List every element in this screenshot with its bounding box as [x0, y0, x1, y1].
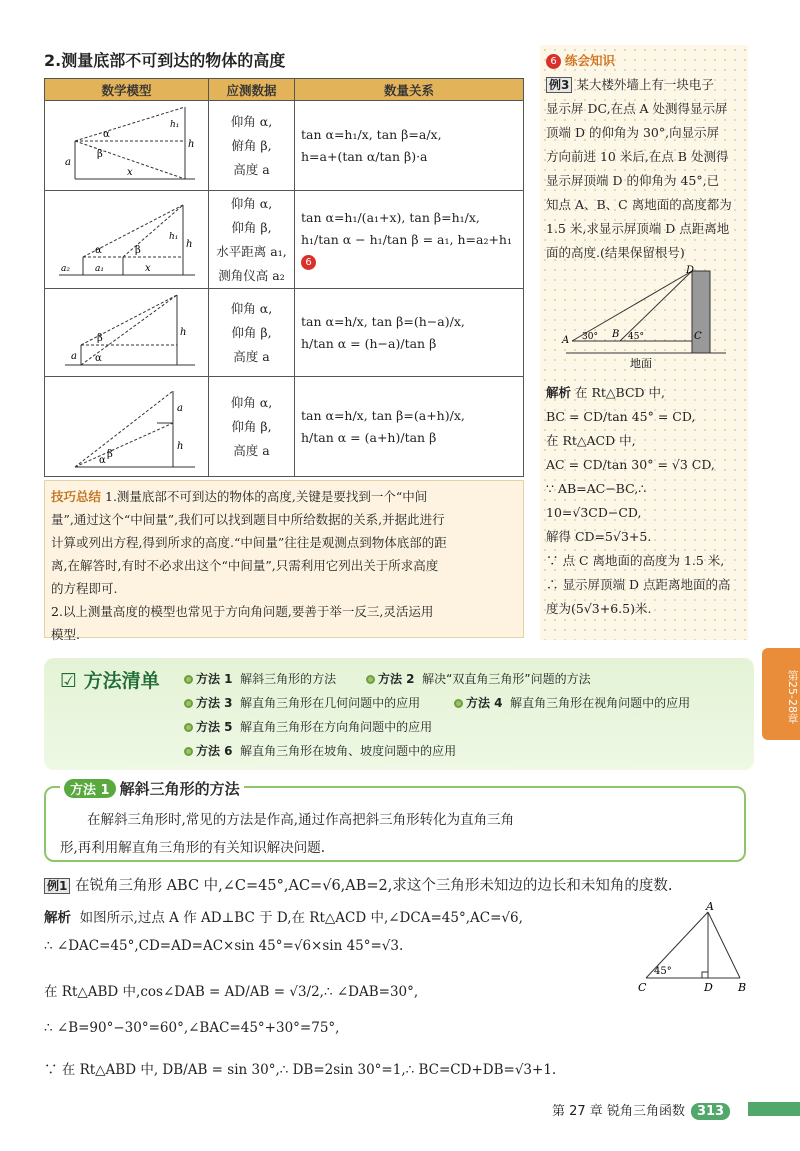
svg-text:a: a [65, 157, 71, 168]
svg-text:α: α [95, 245, 102, 256]
relation-line: tan α=h₁/(a₁+x), tan β=h₁/x, [301, 209, 480, 225]
knowledge-badge: 6 [301, 255, 316, 270]
svg-text:β: β [97, 333, 103, 344]
model-figure-2 [45, 191, 205, 285]
svg-text:h₁: h₁ [170, 120, 180, 130]
relation-line: tan α=h/x, tan β=(h−a)/x, [301, 313, 465, 329]
method1-description: 在解斜三角形时,常见的方法是作高,通过作高把斜三角形转化为直角三角 形,再利用解直角三角形的有关知识解决问题. [44, 786, 746, 862]
section-title: 2.测量底部不可到达的物体的高度 [44, 51, 286, 70]
model-figure-3 [45, 289, 205, 373]
ground-label: 地面 [630, 357, 652, 370]
svg-text:h: h [180, 327, 187, 338]
svg-text:A: A [562, 335, 570, 346]
svg-text:C: C [638, 981, 647, 994]
svg-text:a: a [177, 403, 183, 414]
svg-text:h: h [177, 441, 184, 452]
method1-heading: 方法 1 解斜三角形的方法 [60, 778, 244, 799]
method-list [44, 658, 754, 770]
svg-text:45°: 45° [654, 966, 672, 977]
relation-line: h/tan α = (h−a)/tan β [301, 335, 437, 351]
method-item[interactable]: 方法 6 解直角三角形在坡角、坡度问题中的应用 [184, 742, 456, 759]
model-figure-1 [45, 101, 205, 187]
table-row: α β a h 仰角 α, 仰角 β, 高度 a tan α=h/x, tan β=(a+h)/x, h/tan α = (a+h)/tan β [45, 377, 524, 477]
tips-summary: 技巧总结 1.测量底部不可到达的物体的高度,关键是要找到一个“中间 量”,通过这个“中间量”,我们可以找到题目中所给数据的关系,并据此进行 计算或列出方程,得到所求的高度.“中间量”往往是观测点到物体底部的距 离,在解答时,有时不必求出这个“中间量”,只需利用它列出关于所求高度 的方程即可. 2.以上测量高度的模型也常见于方向角问题,要善于举一反三,灵活运用 模型. [44, 480, 524, 638]
svg-text:β: β [97, 149, 103, 160]
building-screen-figure [546, 265, 742, 373]
footer-bar [748, 1102, 800, 1116]
svg-text:D: D [686, 265, 695, 276]
tips-label: 技巧总结 [51, 489, 102, 504]
relation-line: h=a+(tan α/tan β)·a [301, 148, 428, 164]
svg-text:30°: 30° [582, 332, 598, 342]
method-item[interactable]: 方法 5 解直角三角形在方向角问题中的应用 [184, 718, 432, 735]
svg-text:β: β [135, 245, 141, 256]
model-figure-4 [45, 377, 205, 473]
method-item[interactable]: 方法 3 解直角三角形在几何问题中的应用 [184, 694, 420, 711]
svg-text:a₁: a₁ [95, 264, 104, 274]
svg-text:D: D [704, 981, 713, 994]
solution1-label: 解析 [44, 910, 71, 926]
practice-panel: 6 练会知识 例3 某大楼外墙上有一块电子 显示屏 DC,在点 A 处测得显示屏 顶端 D 的仰角为 30°,向显示屏 方向前进 10 米后,在点 B 处测得 显示屏顶端 D 的仰角为 45°,已 知点 A、B、C 离地面的高度都为 1.5 米,求显示屏顶端 D 点距离地 面的高度.(结果保留根号) D A B C 30° 45° 地面 解析 在 Rt△BCD 中, BC = CD/tan 45° = CD, 在 Rt△ACD 中, AC = CD/tan 30° = √3 CD, ∵ AB=AC−BC,∴ 10=√3CD−CD, 解得 CD=5√3+5. ∵ 点 C 离地面的高度为 1.5 米, ∴ 显示屏顶端 D 点距离地面的高 度为(5√3+6.5)米. [540, 45, 748, 640]
svg-text:A: A [706, 900, 714, 913]
page-number: 313 [691, 1103, 730, 1120]
table-row: a β α h 仰角 α, 仰角 β, 高度 a tan α=h/x, tan β=(h−a)/x, h/tan α = (h−a)/tan β [45, 289, 524, 377]
relation-line: tan α=h/x, tan β=(a+h)/x, [301, 407, 465, 423]
practice-title: 练会知识 [564, 53, 615, 68]
solution3-label: 解析 [546, 385, 572, 400]
method-item[interactable]: 方法 4 解直角三角形在视角问题中的应用 [454, 694, 690, 711]
relation-line: tan α=h₁/x, tan β=a/x, [301, 126, 442, 142]
svg-text:h: h [186, 239, 193, 250]
svg-text:a₂: a₂ [61, 264, 70, 274]
measurement-models-table [44, 78, 524, 477]
header-relation: 数量关系 [295, 79, 524, 101]
svg-text:α: α [99, 455, 106, 466]
header-model: 数学模型 [45, 79, 209, 101]
svg-text:x: x [127, 167, 133, 178]
svg-text:α: α [95, 353, 102, 364]
relation-line: h/tan α = (a+h)/tan β [301, 429, 437, 445]
method-item[interactable]: 方法 2 解决“双直角三角形”问题的方法 [366, 670, 591, 687]
svg-text:B: B [612, 329, 620, 340]
triangle-abc-figure [626, 898, 756, 998]
svg-text:C: C [694, 331, 702, 342]
table-row: a₂ α β a₁ x h₁ h 仰角 α, 仰角 β, 水平距离 a₁, 测角仪高 a₂ tan α=h₁/(a₁+x), tan β=h₁/x, h₁/tan α − h₁/tan β = a₁, h=a₂+h₁ 6 [45, 191, 524, 289]
header-data: 应测数据 [209, 79, 295, 101]
svg-text:B: B [738, 981, 747, 994]
svg-text:45°: 45° [628, 332, 644, 342]
relation-line: h₁/tan α − h₁/tan β = a₁, h=a₂+h₁ 6 [301, 231, 512, 268]
chapter-side-tab[interactable]: 第25-28章 [762, 648, 800, 740]
svg-text:a: a [71, 351, 77, 362]
method-list-title: ☑ 方法清单 [60, 670, 160, 692]
page-footer: 第 27 章 锐角三角函数 313 [552, 1100, 730, 1120]
svg-text:α: α [103, 129, 110, 140]
svg-text:h₁: h₁ [169, 232, 179, 242]
example3-label: 例3 [546, 77, 572, 93]
example1: 例1 在锐角三角形 ABC 中,∠C=45°,AC=√6,AB=2,求这个三角形未知边的边长和未知角的度数. [44, 874, 673, 895]
method-item[interactable]: 方法 1 解斜三角形的方法 [184, 670, 336, 687]
svg-text:h: h [188, 139, 195, 150]
table-row: a α β x h₁ h 仰角 α, 俯角 β, 高度 a tan α=h₁/x, tan β=a/x, h=a+(tan α/tan β)·a [45, 101, 524, 191]
practice-badge: 6 [546, 54, 561, 69]
svg-text:β: β [107, 449, 113, 460]
svg-text:x: x [145, 263, 151, 274]
